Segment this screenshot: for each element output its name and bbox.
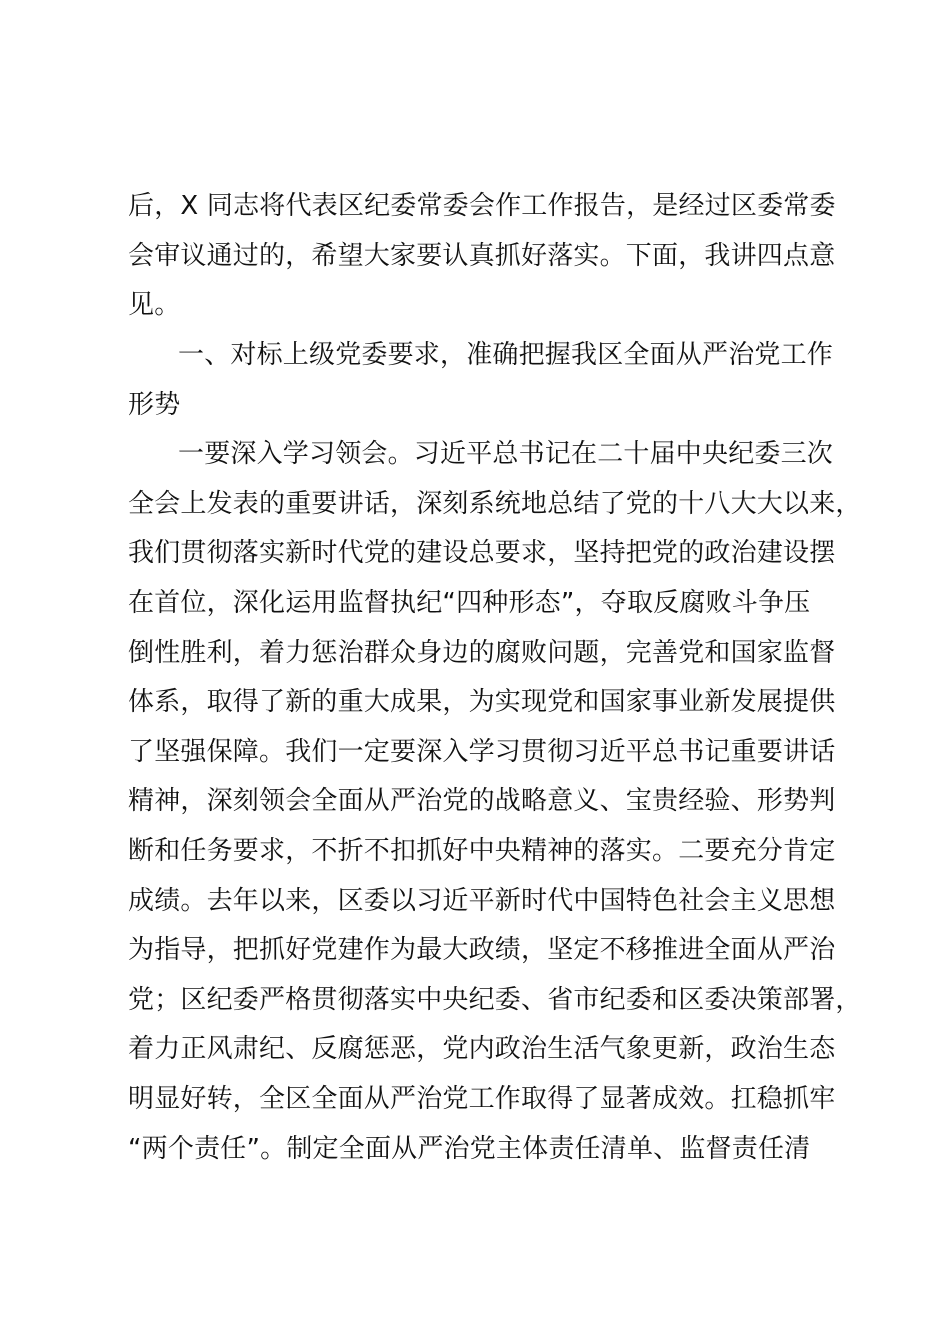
text-line: 我们贯彻落实新时代党的建设总要求，坚持把党的政治建设摆 — [128, 538, 836, 568]
text-line: 成绩。去年以来，区委以习近平新时代中国特色社会主义思想 — [128, 886, 836, 916]
text-line: 了坚强保障。我们一定要深入学习贯彻习近平总书记重要讲话 — [128, 737, 836, 767]
section-heading-continued: 形势 — [128, 390, 181, 420]
text-line: 后，X 同志将代表区纪委常委会作工作报告，是经过区委常委 — [128, 191, 836, 221]
text-line: 会审议通过的，希望大家要认真抓好落实。下面，我讲四点意 — [128, 241, 836, 271]
text-line: 倒性胜利，着力惩治群众身边的腐败问题，完善党和国家监督 — [128, 638, 836, 668]
text-line: 全会上发表的重要讲话，深刻系统地总结了党的十八大大以来， — [128, 489, 862, 519]
text-line: 体系，取得了新的重大成果，为实现党和国家事业新发展提供 — [128, 687, 836, 717]
text-line: 在首位，深化运用监督执纪“四种形态”，夺取反腐败斗争压 — [128, 588, 811, 618]
paragraph-start: 一要深入学习领会。习近平总书记在二十届中央纪委三次 — [178, 439, 834, 469]
text-line: “两个责任”。制定全面从严治党主体责任清单、监督责任清 — [128, 1134, 811, 1164]
text-line: 见。 — [128, 290, 181, 320]
section-heading: 一、对标上级党委要求，准确把握我区全面从严治党工作 — [178, 340, 834, 370]
text-line: 着力正风肃纪、反腐惩恶，党内政治生活气象更新，政治生态 — [128, 1034, 836, 1064]
text-line: 党；区纪委严格贯彻落实中央纪委、省市纪委和区委决策部署， — [128, 985, 862, 1015]
text-line: 为指导，把抓好党建作为最大政绩，坚定不移推进全面从严治 — [128, 935, 836, 965]
text-line: 精神，深刻领会全面从严治党的战略意义、宝贵经验、形势判 — [128, 786, 836, 816]
text-line: 断和任务要求，不折不扣抓好中央精神的落实。二要充分肯定 — [128, 836, 836, 866]
text-line: 明显好转，全区全面从严治党工作取得了显著成效。扛稳抓牢 — [128, 1084, 836, 1114]
